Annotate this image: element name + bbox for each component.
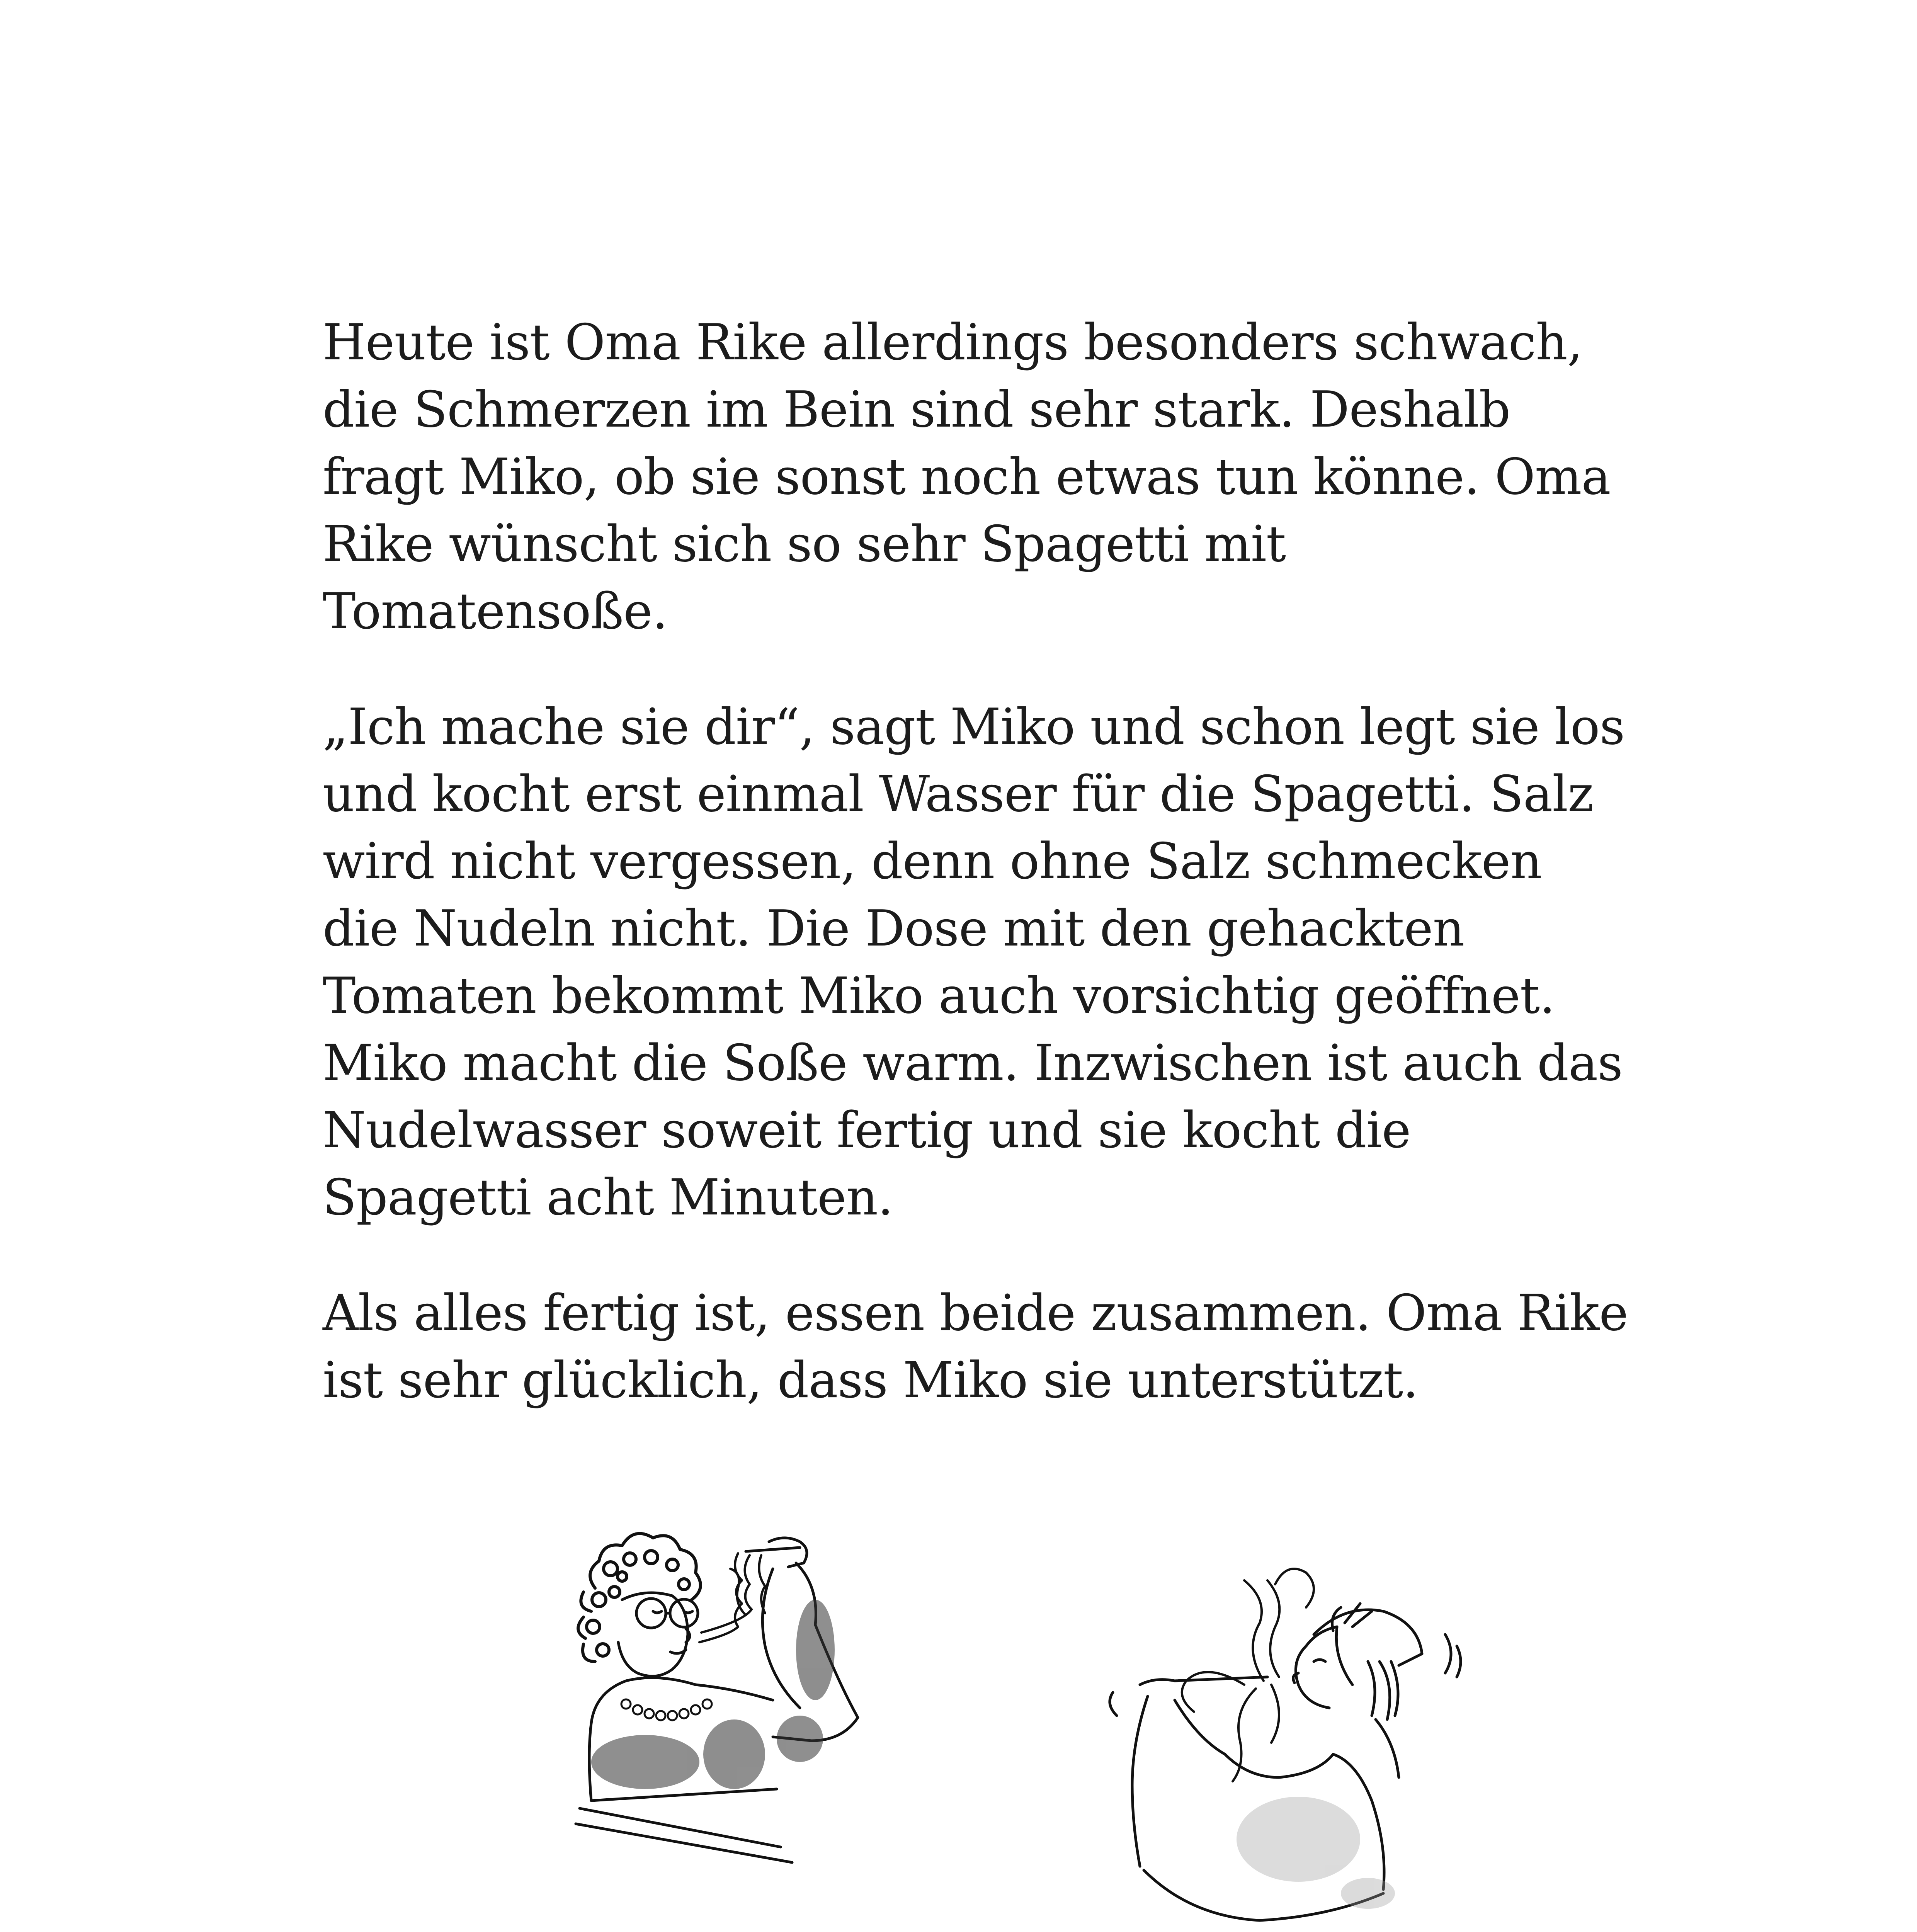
grandmother-illustration — [568, 1522, 1001, 1870]
shirt-shading — [1237, 1797, 1395, 1909]
hair — [578, 1534, 701, 1662]
paragraph-3: Als alles fertig ist, essen beide zusammen. Oma Rike ist sehr glücklich, dass Miko sie unterstützt. — [323, 1284, 1628, 1409]
girl-illustration — [1097, 1546, 1503, 1932]
paragraph-1: Heute ist Oma Rike allerdings besonders schwach, die Schmerzen im Bein sind sehr stark. Deshalb fragt Miko, ob sie sonst noch etwas tun könne. Oma Rike wünscht sich so sehr Spagetti mit Tomatensoße. — [323, 314, 1611, 640]
paragraph-2: „Ich mache sie dir“, sagt Miko und schon legt sie los und kocht erst einmal Wasser für die Spagetti. Salz wird nicht vergessen, denn ohne Salz schmecken die Nudeln nicht. Die Dose mit den gehackten Tomaten bekommt Miko auch vorsichtig geöffnet. Miko macht die Soße warm. Inzwischen ist auch das Nudelwasser soweit fertig und sie kocht die Spagetti acht Minuten. — [323, 698, 1625, 1226]
story-text — [323, 309, 1629, 1463]
